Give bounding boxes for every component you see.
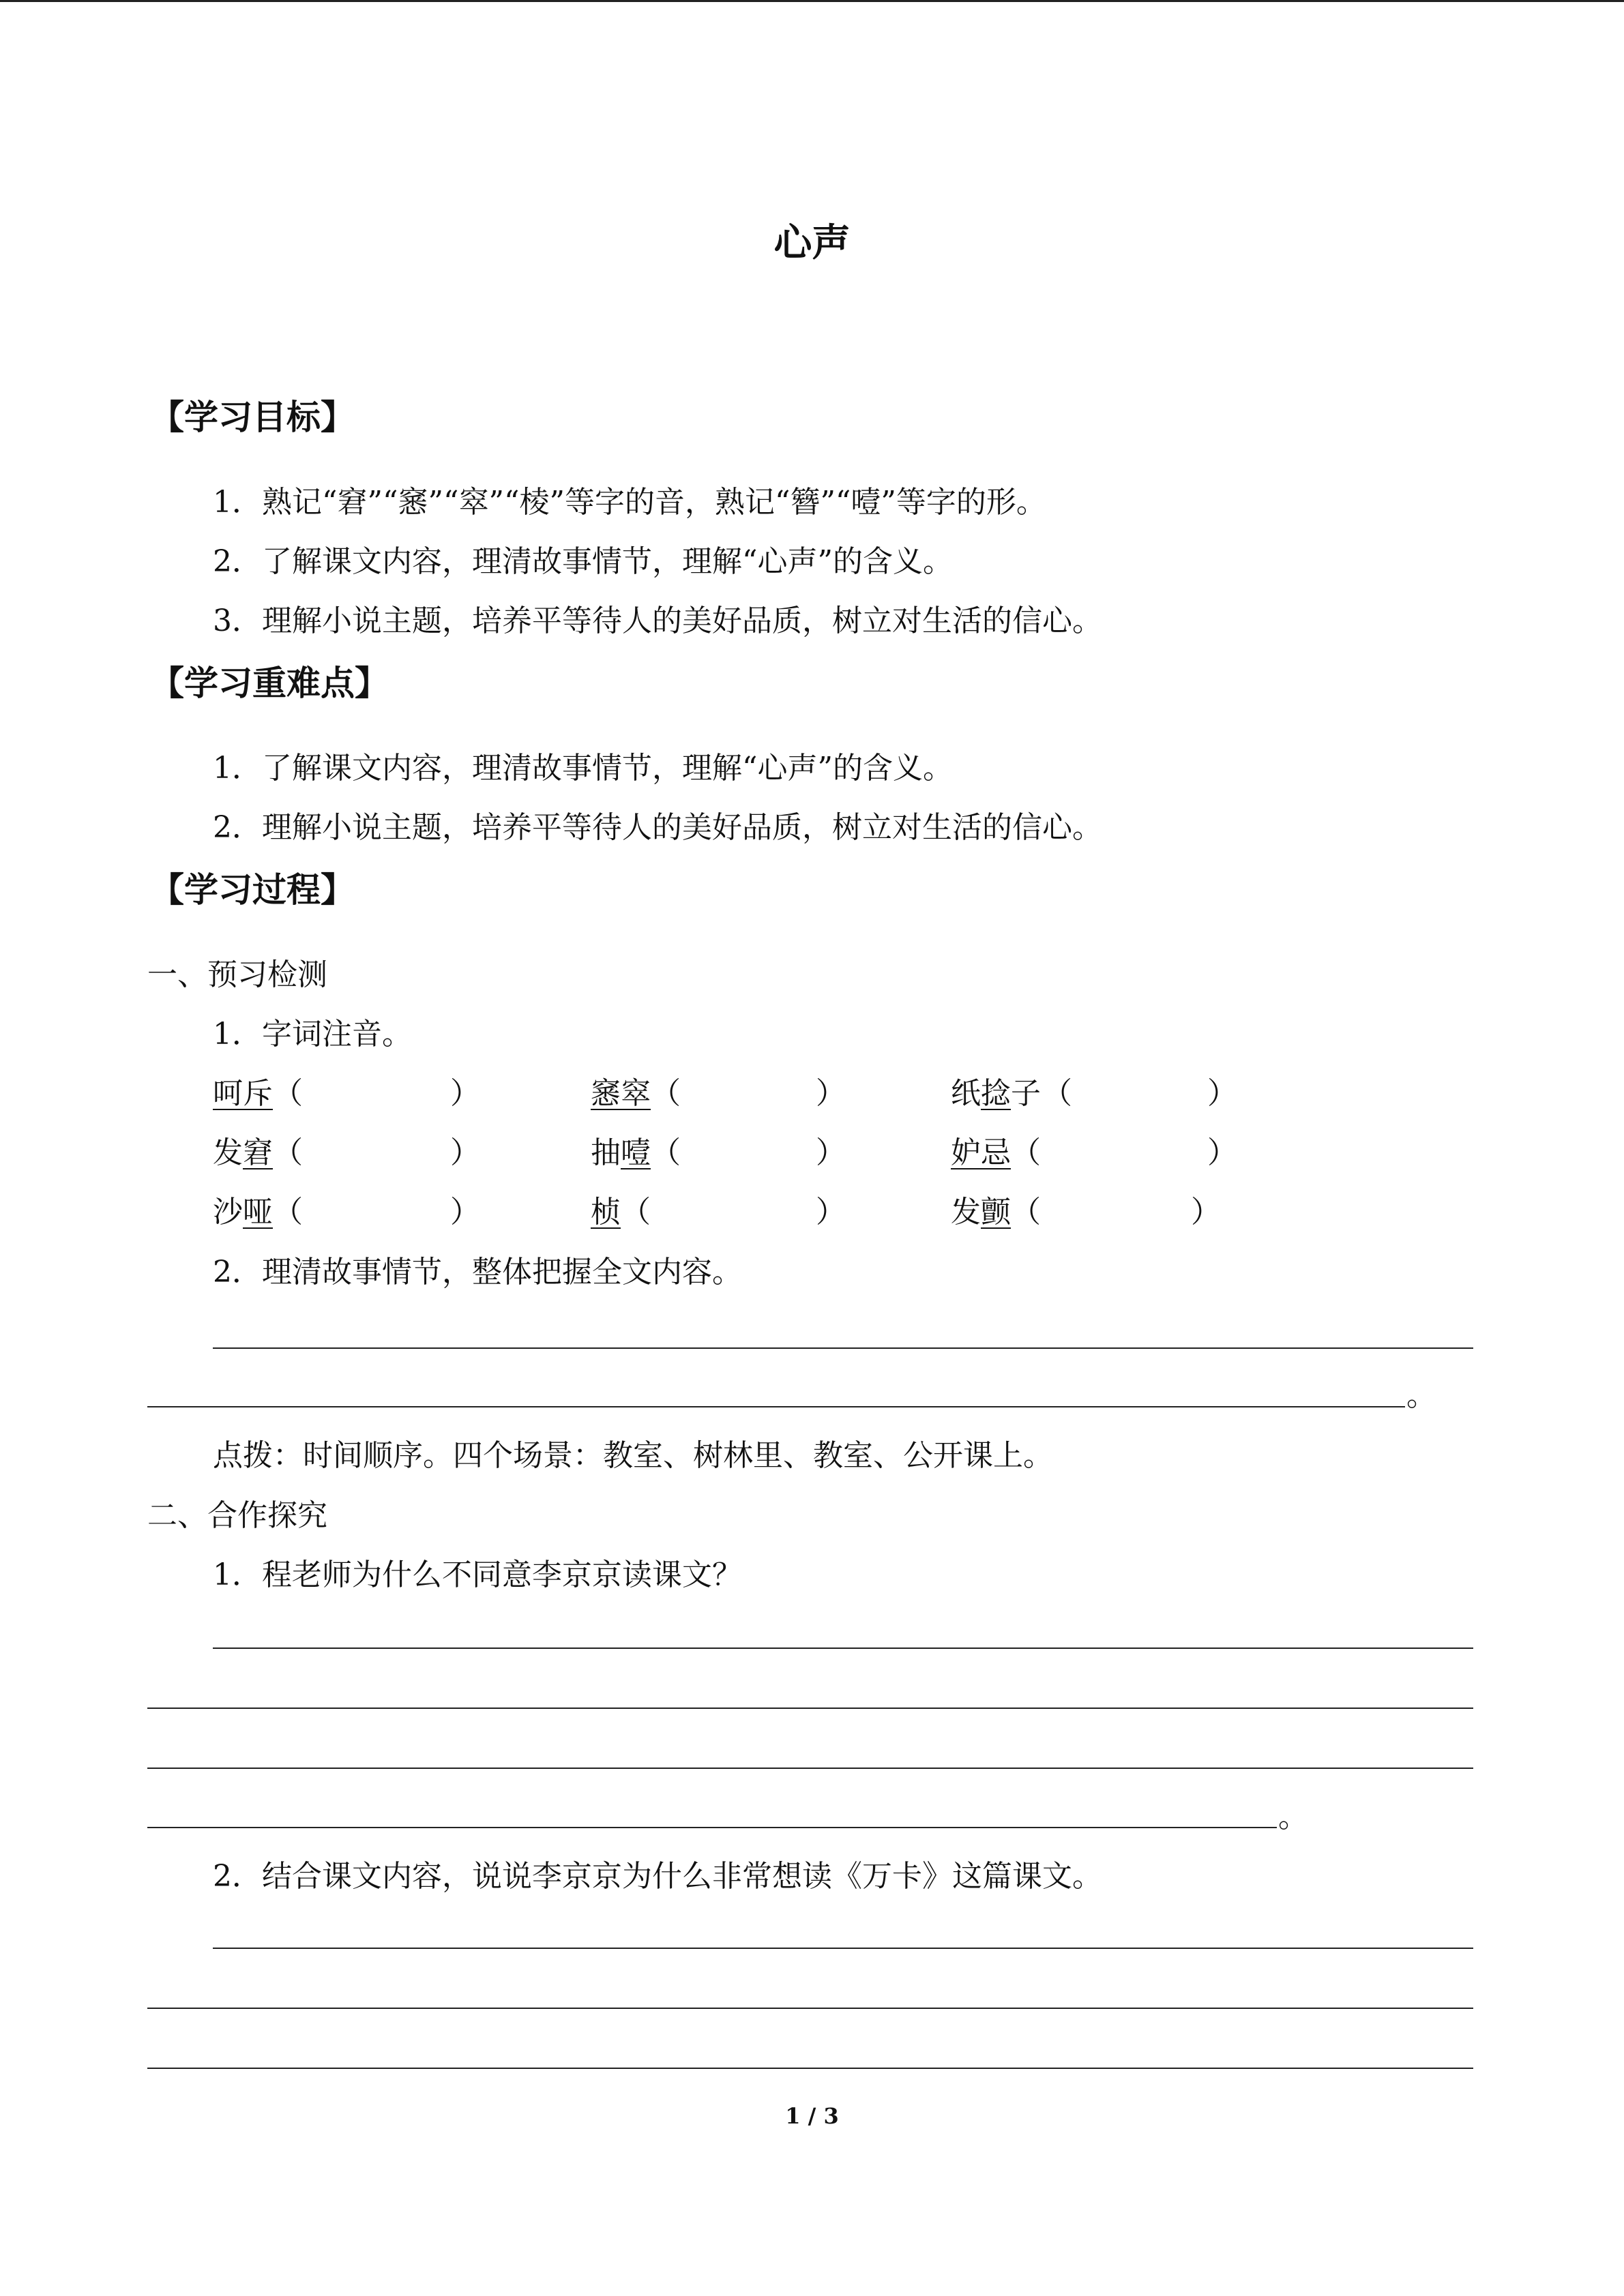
key-point-item-2: 2．理解小说主题，培养平等待人的美好品质，树立对生活的信心。: [213, 810, 1102, 845]
paren-open: （: [273, 1076, 303, 1111]
paren-close: ）: [816, 1135, 846, 1170]
period-mark: 。: [1406, 1378, 1436, 1413]
part1-question-2: 2．理清故事情节，整体把握全文内容。: [213, 1255, 742, 1289]
answer-line[interactable]: [147, 1708, 1473, 1709]
page-number: 1 / 3: [785, 2103, 839, 2129]
part1-title: 一、预习检测: [147, 957, 327, 992]
answer-line[interactable]: [213, 1347, 1473, 1349]
goals-heading: 【学习目标】: [150, 398, 355, 437]
part2-title: 二、合作探究: [147, 1498, 327, 1533]
paren-close: ）: [450, 1076, 480, 1111]
hint-text: 点拨：时间顺序。四个场景：教室、树林里、教室、公开课上。: [213, 1438, 1053, 1473]
key-point-item-1: 1．了解课文内容，理清故事情节，理解“心声”的含义。: [213, 751, 953, 786]
answer-line[interactable]: [213, 1648, 1473, 1649]
goal-item-3: 3．理解小说主题，培养平等待人的美好品质，树立对生活的信心。: [213, 603, 1102, 638]
part2-question-2: 2．结合课文内容，说说李京京为什么非常想读《万卡》这篇课文。: [213, 1859, 1102, 1894]
answer-line[interactable]: [213, 1948, 1473, 1949]
paren-open: （: [1011, 1195, 1041, 1229]
goal-item-1: 1．熟记“窘”“窸”“窣”“棱”等字的音，熟记“簪”“噎”等字的形。: [213, 485, 1046, 520]
word-item: 纸捻子: [951, 1076, 1041, 1111]
goal-item-2: 2．了解课文内容，理清故事情节，理解“心声”的含义。: [213, 544, 953, 579]
paren-open: （: [1011, 1135, 1041, 1170]
answer-line[interactable]: [147, 1768, 1473, 1769]
page-top-border: [0, 0, 1624, 2]
paren-open: （: [621, 1195, 651, 1229]
word-item: 沙哑: [213, 1195, 273, 1229]
paren-open: （: [273, 1135, 303, 1170]
paren-open: （: [651, 1135, 681, 1170]
paren-close: ）: [816, 1076, 846, 1111]
word-item: 抽噎: [591, 1135, 651, 1170]
process-heading: 【学习过程】: [150, 870, 355, 910]
paren-open: （: [273, 1195, 303, 1229]
part2-question-1: 1．程老师为什么不同意李京京读课文？: [213, 1557, 742, 1592]
paren-close: ）: [1191, 1195, 1221, 1229]
word-item: 窸窣: [591, 1076, 651, 1111]
paren-open: （: [651, 1076, 681, 1111]
part1-question-1: 1．字词注音。: [213, 1017, 412, 1052]
paren-close: ）: [816, 1195, 846, 1229]
paren-close: ）: [450, 1195, 480, 1229]
key-points-heading: 【学习重难点】: [150, 664, 389, 703]
paren-close: ）: [1207, 1076, 1237, 1111]
word-item: 桢: [591, 1195, 621, 1229]
page-title: 心声: [773, 221, 851, 265]
answer-line[interactable]: [147, 2008, 1473, 2009]
answer-line[interactable]: [147, 2068, 1473, 2069]
word-item: 发窘: [213, 1135, 273, 1170]
paren-close: ）: [1207, 1135, 1237, 1170]
answer-line[interactable]: [147, 1406, 1405, 1407]
period-mark: 。: [1278, 1800, 1308, 1834]
word-item: 妒忌: [951, 1135, 1011, 1170]
word-item: 呵斥: [213, 1076, 273, 1111]
answer-line[interactable]: [147, 1827, 1277, 1828]
paren-close: ）: [450, 1135, 480, 1170]
paren-open: （: [1042, 1076, 1072, 1111]
word-item: 发颤: [951, 1195, 1011, 1229]
